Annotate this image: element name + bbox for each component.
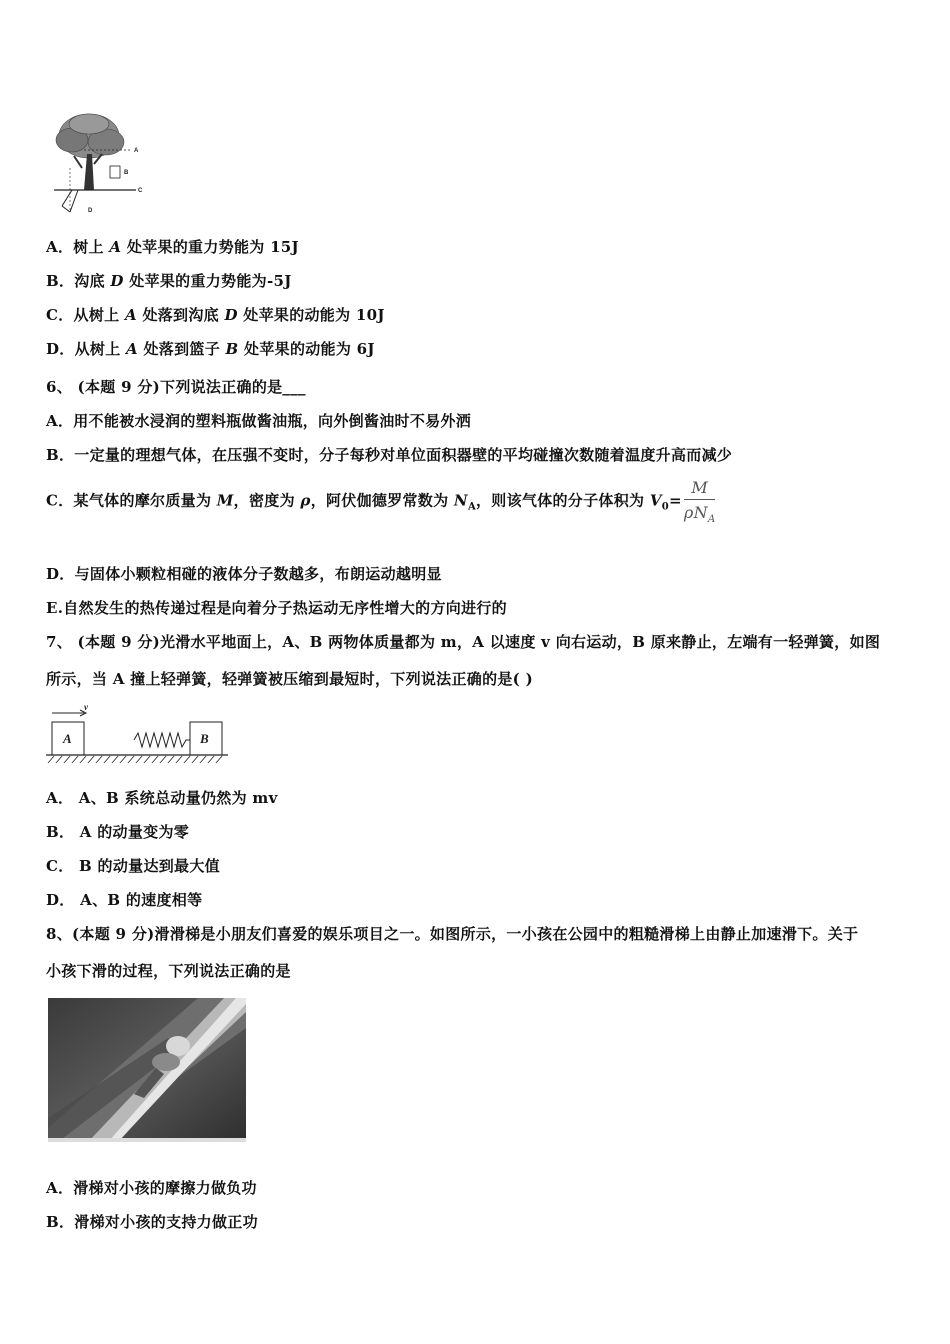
q7-option-d: D． A、B 的速度相等 [46, 891, 203, 909]
block-b-label: B [200, 731, 209, 746]
q5-option-b: B．沟底 D 处苹果的重力势能为-5J [46, 272, 292, 290]
q5-option-d: D．从树上 A 处落到篮子 B 处苹果的动能为 6J [46, 340, 375, 358]
label-d: D [88, 208, 93, 214]
q6-option-d: D．与固体小颗粒相碰的液体分子数越多，布朗运动越明显 [46, 565, 442, 583]
spring-blocks-figure [44, 700, 230, 770]
label-a: A [134, 148, 139, 154]
q6-option-b: B．一定量的理想气体，在压强不变时，分子每秒对单位面积器壁的平均碰撞次数随着温度升高而减少 [46, 446, 733, 464]
q7-option-b: B． A 的动量变为零 [46, 823, 190, 841]
molecule-volume-fraction: $\frac{M}{\rho N_A}$ [683, 478, 716, 526]
velocity-label: v [84, 702, 88, 712]
q7-option-a: A． A、B 系统总动量仍然为 mv [46, 789, 278, 807]
q7-option-c: C． B 的动量达到最大值 [46, 857, 220, 875]
slide-photo [48, 998, 246, 1142]
q5-option-a: A．树上 A 处苹果的重力势能为 15J [46, 238, 299, 256]
q6-option-a: A．用不能被水浸润的塑料瓶做酱油瓶，向外倒酱油时不易外洒 [46, 412, 472, 430]
label-b: B [124, 170, 129, 176]
q6-stem: 6、 (本题 9 分)下列说法正确的是___ [46, 378, 306, 396]
q6-option-e: E.自然发生的热传递过程是向着分子热运动无序性增大的方向进行的 [46, 599, 507, 617]
block-a-label: A [63, 731, 72, 746]
label-c: C [138, 188, 143, 194]
tree-figure [44, 106, 148, 218]
q7-stem-line1: 7、 (本题 9 分)光滑水平地面上，A、B 两物体质量都为 m，A 以速度 v 向右运动，B 原来静止，左端有一轻弹簧，如图 [46, 633, 881, 651]
q6-option-c: C．某气体的摩尔质量为 M，密度为 ρ，阿伏伽德罗常数为 $N_A$，则该气体的分子体积为 $V_0=$ $\frac{M}{\rho N_A}$ [46, 478, 716, 526]
q7-stem-line2: 所示，当 A 撞上轻弹簧，轻弹簧被压缩到最短时，下列说法正确的是( ) [46, 670, 534, 688]
q8-option-a: A．滑梯对小孩的摩擦力做负功 [46, 1179, 257, 1197]
q8-option-b: B．滑梯对小孩的支持力做正功 [46, 1213, 258, 1231]
q8-stem-line1: 8、(本题 9 分)滑滑梯是小朋友们喜爱的娱乐项目之一。如图所示，一小孩在公园中的粗糙滑梯上由静止加速滑下。关于 [46, 925, 859, 943]
q8-stem-line2: 小孩下滑的过程，下列说法正确的是 [46, 962, 291, 980]
q5-option-c: C．从树上 A 处落到沟底 D 处苹果的动能为 10J [46, 306, 385, 324]
